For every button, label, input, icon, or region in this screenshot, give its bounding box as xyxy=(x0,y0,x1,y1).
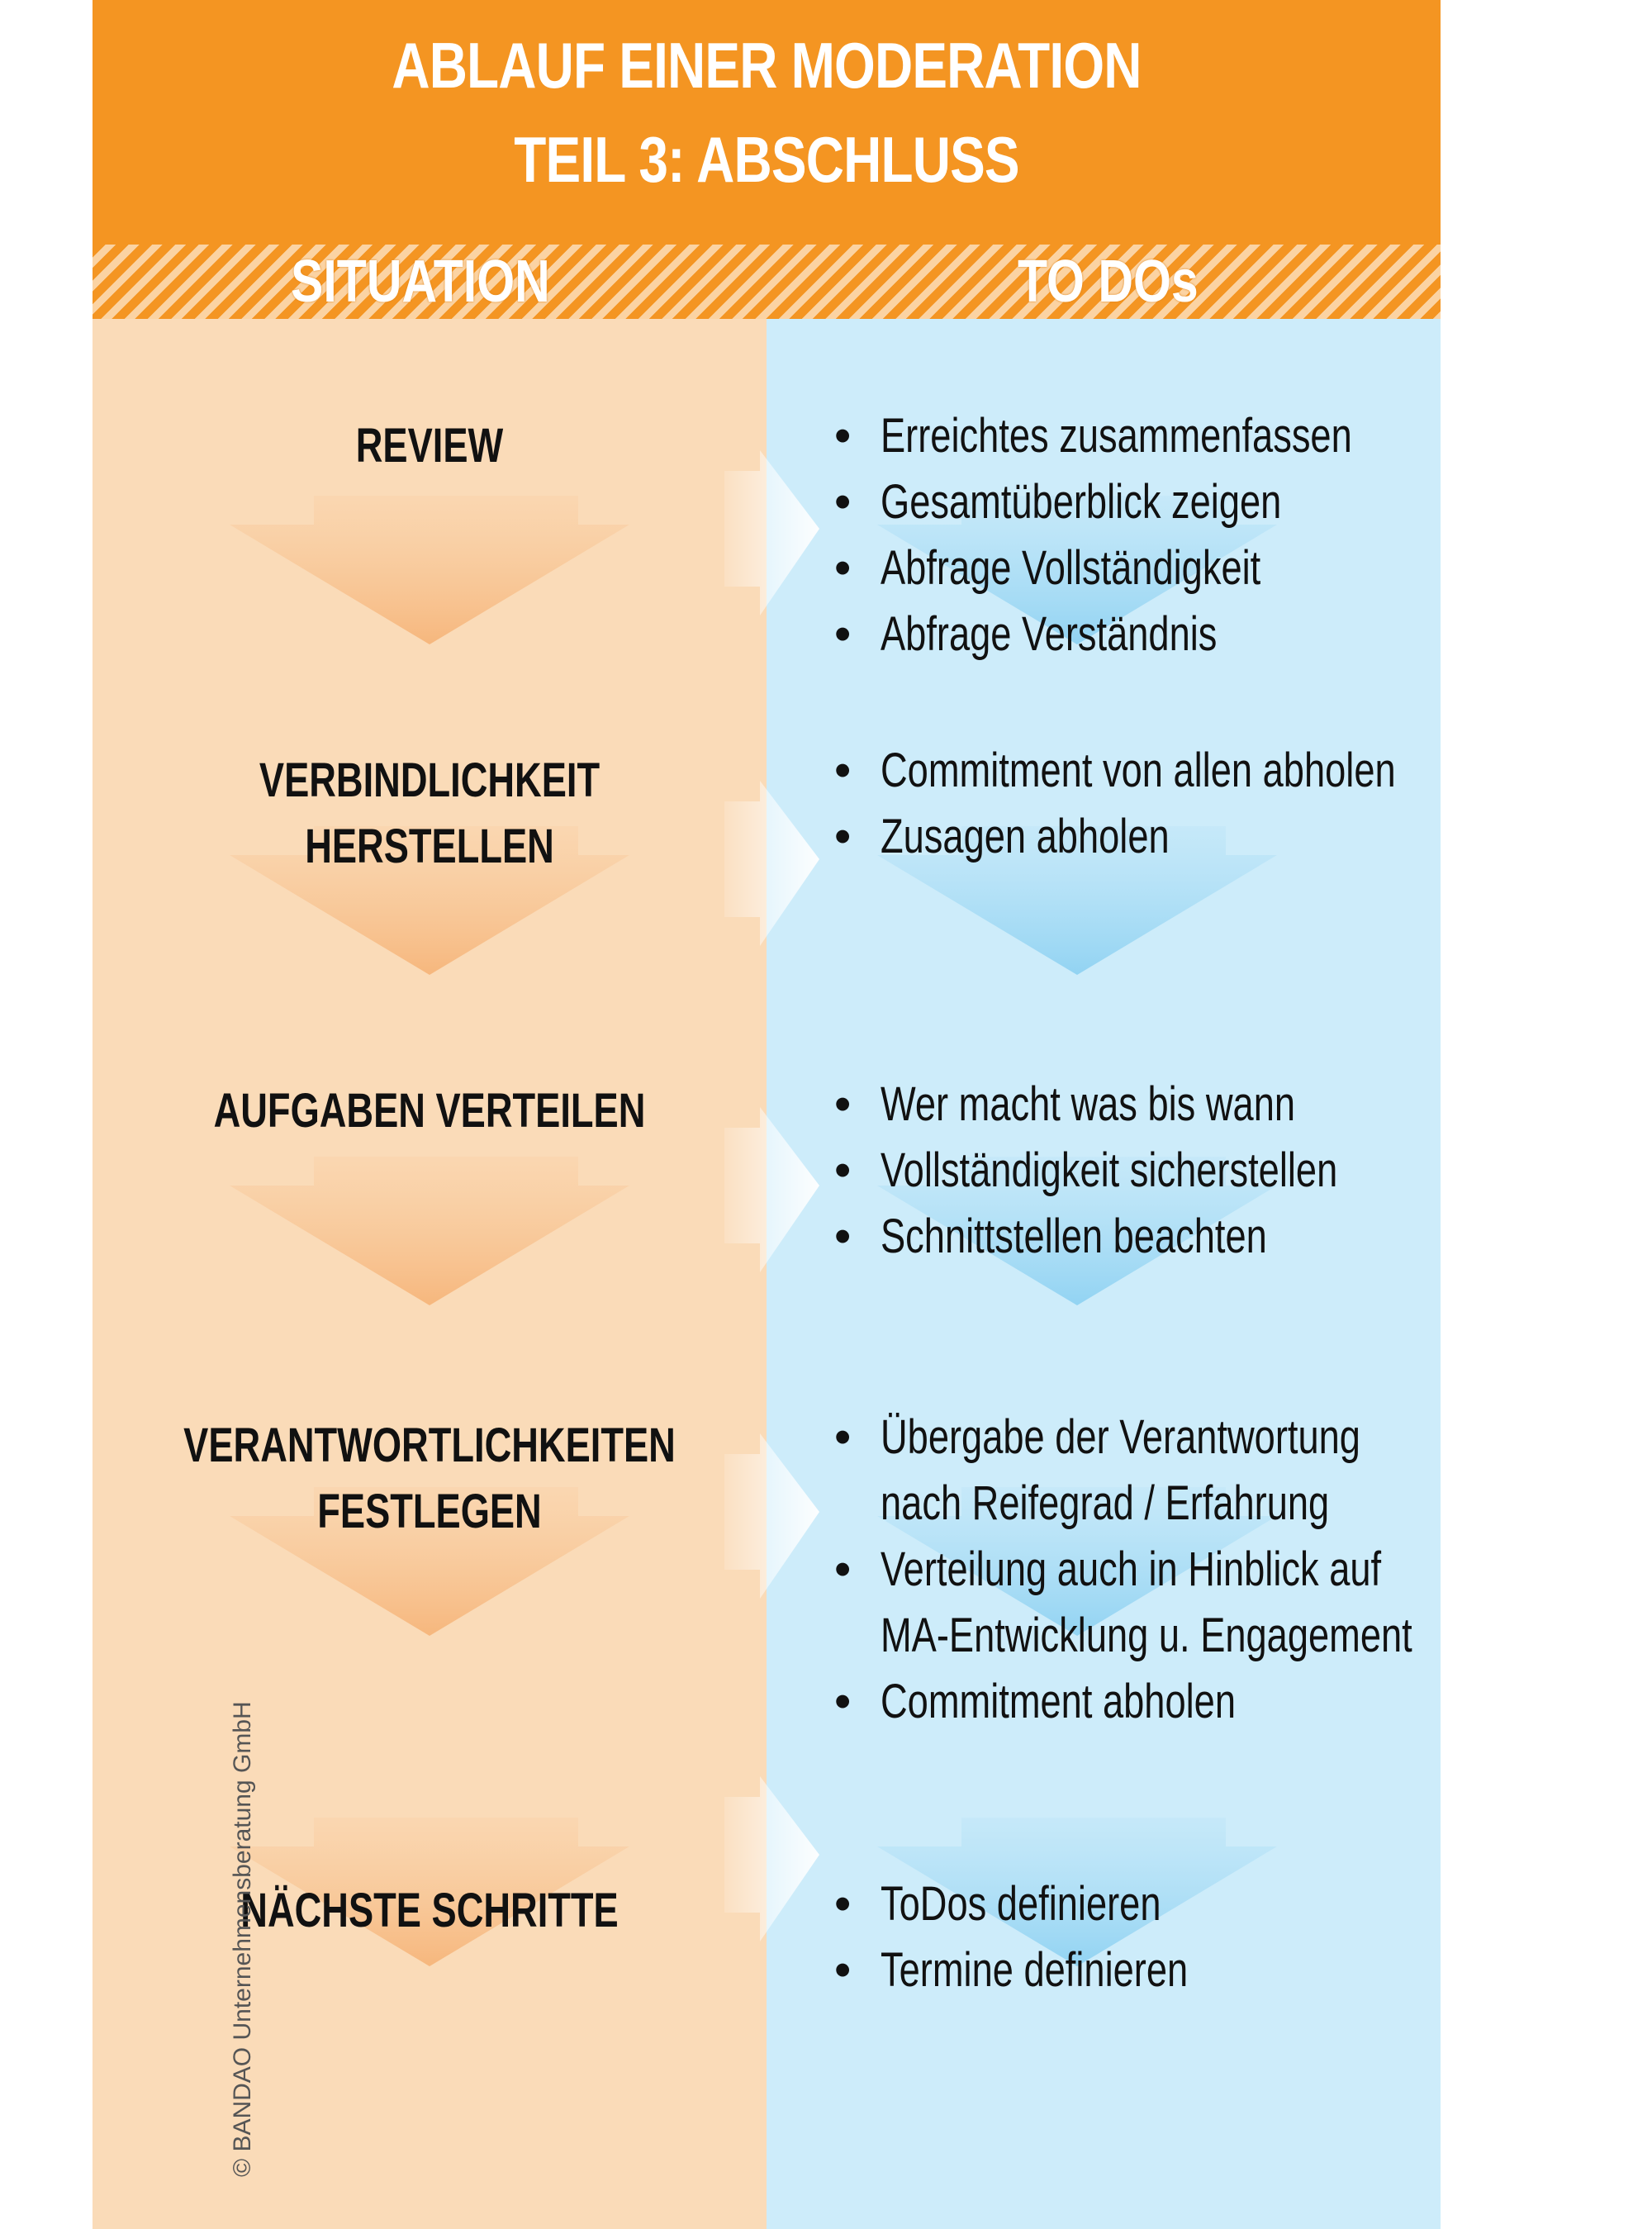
situation-label-line: HERSTELLEN xyxy=(305,820,554,873)
todo-text: Commitment abholen xyxy=(881,1675,1236,1728)
todo-text: Verteilung auch in Hinblick auf xyxy=(881,1542,1382,1596)
todo-text: Vollständigkeit sicherstellen xyxy=(881,1143,1338,1197)
todo-text: Wer macht was bis wann xyxy=(881,1077,1296,1131)
situation-label-aufgaben xyxy=(93,1078,767,1144)
todo-text-continued: MA-Entwicklung u. Engagement xyxy=(881,1609,1412,1662)
todo-text: ToDos definieren xyxy=(881,1877,1161,1931)
todo-list-review xyxy=(828,403,1455,668)
todo-item xyxy=(828,738,1455,804)
todo-item xyxy=(828,1138,1455,1204)
todo-text: Abfrage Verständnis xyxy=(881,607,1218,661)
todo-item xyxy=(828,403,1455,469)
todo-item xyxy=(828,804,1455,870)
column-header-todos: TO DOs xyxy=(1018,249,1199,315)
todo-text: Übergabe der Verantwortung xyxy=(881,1410,1360,1464)
todo-item xyxy=(828,1537,1455,1669)
todo-text: Termine definieren xyxy=(881,1943,1189,1997)
situation-down-arrow xyxy=(230,1157,629,1305)
todo-text: Zusagen abholen xyxy=(881,810,1170,863)
todo-text: Abfrage Vollständigkeit xyxy=(881,541,1261,595)
todo-item xyxy=(828,1204,1455,1270)
todo-item xyxy=(828,535,1455,601)
situation-label-verantwortlichkeiten xyxy=(93,1413,767,1545)
situation-label-line: AUFGABEN VERTEILEN xyxy=(213,1084,646,1138)
copyright-notice: © BANDAO Unternehmensberatung GmbH xyxy=(229,1701,256,2177)
todo-item xyxy=(828,469,1455,535)
situation-label-naechste-schritte xyxy=(93,1878,767,1944)
todo-item xyxy=(828,1871,1455,1937)
todo-item xyxy=(828,1404,1455,1537)
todo-list-aufgaben xyxy=(828,1072,1455,1270)
todo-item xyxy=(828,1669,1455,1735)
situation-label-verbindlichkeit xyxy=(93,748,767,880)
todo-text-continued: nach Reifegrad / Erfahrung xyxy=(881,1476,1330,1530)
situation-label-line: NÄCHSTE SCHRITTE xyxy=(240,1884,619,1937)
column-header-situation: SITUATION xyxy=(291,249,550,315)
todo-item xyxy=(828,1937,1455,2003)
situation-down-arrow xyxy=(230,496,629,644)
situation-label-review xyxy=(93,413,767,479)
todo-list-naechste-schritte xyxy=(828,1871,1455,2003)
situation-label-line: VERBINDLICHKEIT xyxy=(259,753,601,807)
todo-text: Commitment von allen abholen xyxy=(881,744,1396,797)
title-line-1: ABLAUF EINER MODERATION xyxy=(392,29,1142,102)
todo-text: Schnittstellen beachten xyxy=(881,1210,1267,1263)
todo-list-verbindlichkeit xyxy=(828,738,1455,870)
situation-label-line: VERANTWORTLICHKEITEN xyxy=(183,1419,676,1472)
title-line-2: TEIL 3: ABSCHLUSS xyxy=(514,123,1019,196)
todo-text: Gesamtüberblick zeigen xyxy=(881,475,1282,529)
todo-list-verantwortlichkeiten xyxy=(828,1404,1455,1735)
situation-label-line: REVIEW xyxy=(355,419,504,473)
process-sheet xyxy=(93,0,1441,2229)
todo-item xyxy=(828,601,1455,668)
situation-label-line: FESTLEGEN xyxy=(317,1485,542,1538)
todo-text: Erreichtes zusammenfassen xyxy=(881,409,1352,463)
todo-item xyxy=(828,1072,1455,1138)
